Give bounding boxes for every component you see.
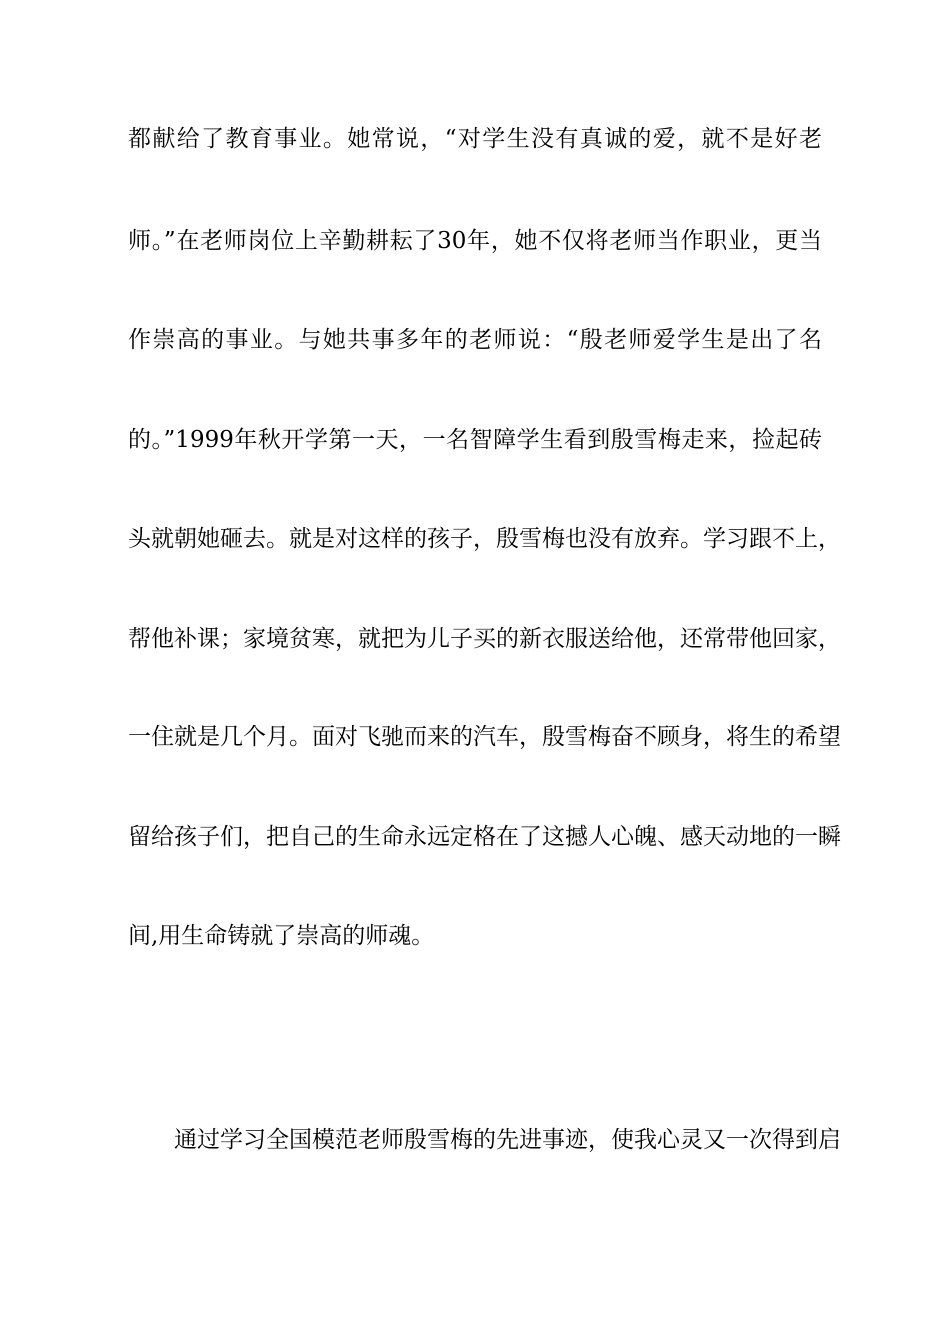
text-line: 一住就是几个月。面对飞驰而来的汽车，殷雪梅奋不顾身，将生的希望	[128, 724, 841, 750]
text-line: 帮他补课；家境贫寒，就把为儿子买的新衣服送给他，还常带他回家，	[128, 626, 841, 652]
text-line: 师。”在老师岗位上辛勤耕耘了30年，她不仅将老师当作职业，更当	[128, 228, 822, 254]
text-line: 的。”1999年秋开学第一天，一名智障学生看到殷雪梅走来，捡起砖	[128, 427, 822, 453]
text-line: 头就朝她砸去。就是对这样的孩子，殷雪梅也没有放弃。学习跟不上，	[128, 526, 841, 552]
text-line: 间,用生命铸就了崇高的师魂。	[128, 923, 435, 949]
text-line: 留给孩子们，把自己的生命永远定格在了这撼人心魄、感天动地的一瞬	[128, 824, 841, 850]
text-line: 都献给了教育事业。她常说，“对学生没有真诚的爱，就不是好老	[128, 126, 822, 152]
paragraph-start-line: 通过学习全国模范老师殷雪梅的先进事迹，使我心灵又一次得到启	[174, 1127, 841, 1153]
text-line: 作崇高的事业。与她共事多年的老师说：“殷老师爱学生是出了名	[128, 327, 822, 353]
